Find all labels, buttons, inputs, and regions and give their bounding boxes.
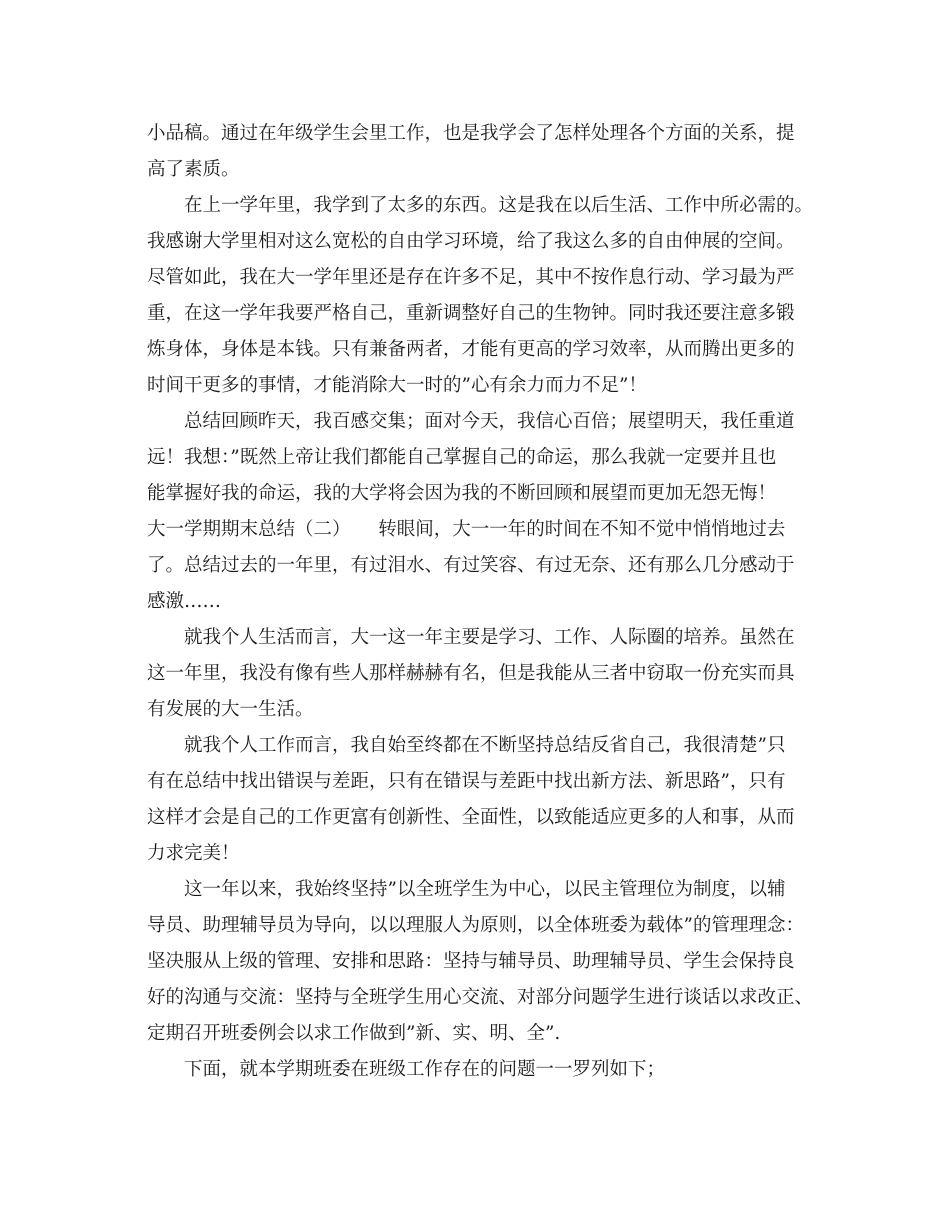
text-line: 好的沟通与交流：坚持与全班学生用心交流、对部分问题学生进行谈话以求改正、 — [147, 987, 814, 1008]
text-line: 高了素质。 — [147, 159, 240, 180]
text-line: 小品稿。通过在年级学生会里工作，也是我学会了怎样处理各个方面的关系，提 — [147, 123, 795, 144]
text-line: 导员、助理辅导员为导向，以以理服人为原则，以全体班委为载体”的管理理念： — [147, 915, 804, 936]
text-line: 下面，就本学期班委在班级工作存在的问题一一罗列如下； — [147, 1059, 666, 1080]
text-line: 力求完美！ — [147, 843, 240, 864]
text-line: 我感谢大学里相对这么宽松的自由学习环境，给了我这么多的自由伸展的空间。 — [147, 231, 795, 252]
text-line: 炼身体，身体是本钱。只有兼备两者，才能有更高的学习效率，从而腾出更多的 — [147, 339, 795, 360]
text-line: 定期召开班委例会以求工作做到”新、实、明、全”. — [147, 1023, 561, 1044]
text-line: 远！我想：”既然上帝让我们都能自己掌握自己的命运，那么我就一定要并且也 — [147, 447, 777, 468]
text-line: 能掌握好我的命运，我的大学将会因为我的不断回顾和展望而更加无怨无悔！ — [147, 483, 777, 504]
text-line: 了。总结过去的一年里，有过泪水、有过笑容、有过无奈、还有那么几分感动于 — [147, 555, 795, 576]
document-body — [147, 116, 827, 1088]
text-line: 就我个人工作而言，我自始至终都在不断坚持总结反省自己，我很清楚”只 — [147, 735, 786, 756]
text-line: 重，在这一学年我要严格自己，重新调整好自己的生物钟。同时我还要注意多锻 — [147, 303, 795, 324]
text-line: 这样才会是自己的工作更富有创新性、全面性，以致能适应更多的人和事，从而 — [147, 807, 795, 828]
text-line: 尽管如此，我在大一学年里还是存在许多不足，其中不按作息行动、学习最为严 — [147, 267, 795, 288]
text-line: 这一年以来，我始终坚持”以全班学生为中心，以民主管理位为制度，以辅 — [147, 879, 786, 900]
text-line: 总结回顾昨天，我百感交集；面对今天，我信心百倍；展望明天，我任重道 — [147, 411, 795, 432]
section-heading-line: 大一学期期末总结（二） 转眼间，大一一年的时间在不知不觉中悄悄地过去 — [147, 519, 786, 540]
text-line: 这一年里，我没有像有些人那样赫赫有名，但是我能从三者中窃取一份充实而具 — [147, 663, 795, 684]
text-line: 有发展的大一生活。 — [147, 699, 314, 720]
text-line: 有在总结中找出错误与差距，只有在错误与差距中找出新方法、新思路”，只有 — [147, 771, 786, 792]
text-line: 在上一学年里，我学到了太多的东西。这是我在以后生活、工作中所必需的。 — [147, 195, 814, 216]
text-line: 坚决服从上级的管理、安排和思路：坚持与辅导员、助理辅导员、学生会保持良 — [147, 951, 795, 972]
text-line: 感激…… — [147, 591, 222, 612]
text-line: 就我个人生活而言，大一这一年主要是学习、工作、人际圈的培养。虽然在 — [147, 627, 795, 648]
text-line: 时间干更多的事情，才能消除大一时的”心有余力而力不足”！ — [147, 375, 647, 396]
